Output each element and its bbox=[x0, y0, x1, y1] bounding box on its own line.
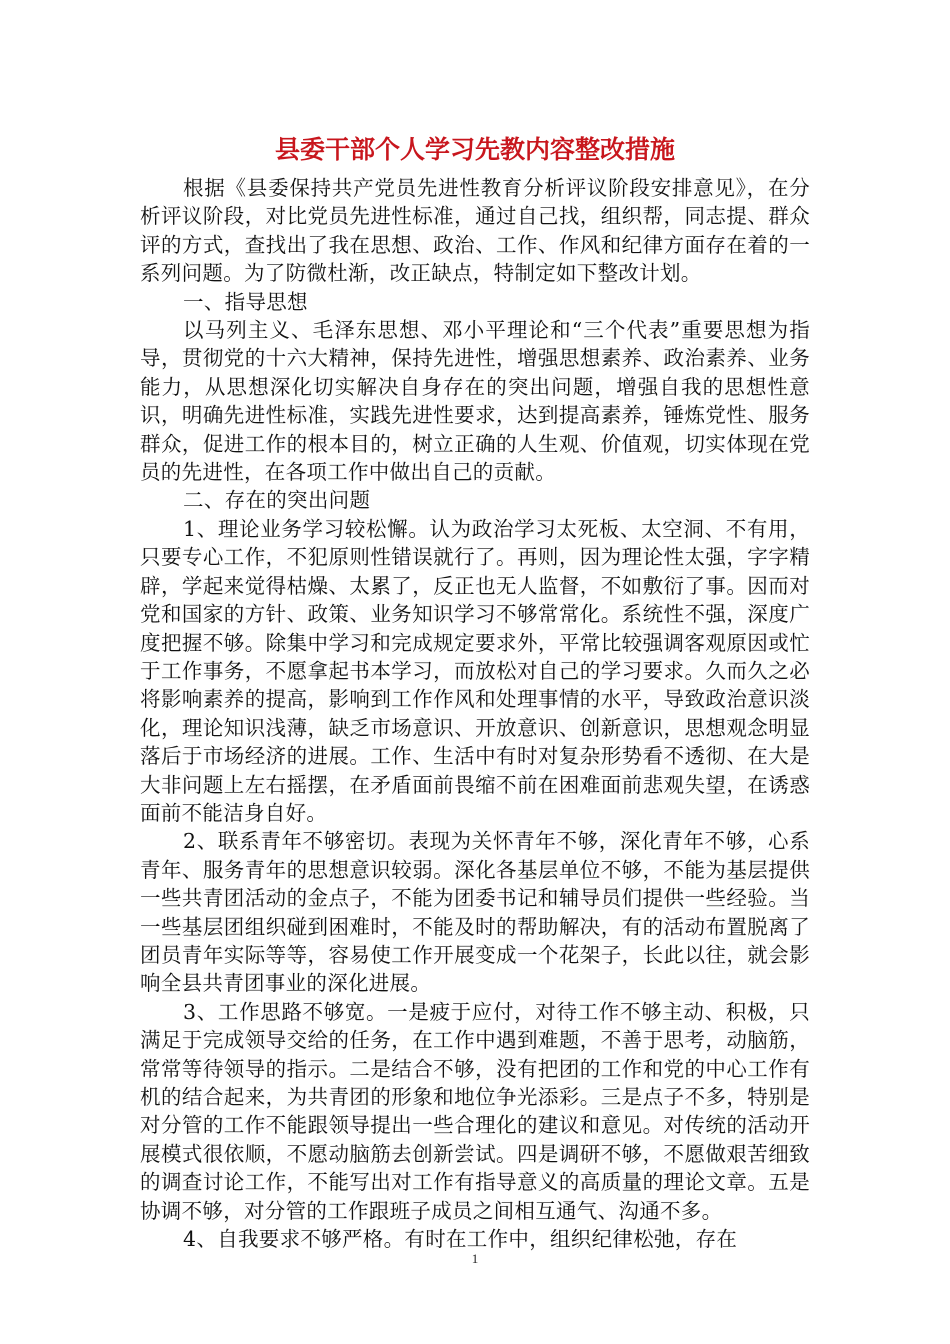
problem-4-paragraph: 4、自我要求不够严格。有时在工作中，组织纪律松弛，存在 bbox=[183, 1227, 738, 1252]
problem-3-paragraph: 3、工作思路不够宽。一是疲于应付，对待工作不够主动、积极，只满足于完成领导交给的任务，在工作中遇到难题，不善于思考，动脑筋，常常等待领导的指示。二是结合不够，没有把团的工作和党的中心工作有机的结合起来，为共青团的形象和地位争光添彩。三是点子不多，特别是对分管的工作不能跟领导提出一些合理化的建议和意见。对传统的活动开展模式很依顺，不愿动脑筋去创新尝试。四是调研不够，不愿做艰苦细致的调查讨论工作，不能写出对工作有指导意义的高质量的理论文章。五是协调不够，对分管的工作跟班子成员之间相互通气、沟通不多。 bbox=[140, 999, 810, 1223]
problem-2-paragraph: 2、联系青年不够密切。表现为关怀青年不够，深化青年不够，心系青年、服务青年的思想意识较弱。深化各基层单位不够，不能为基层提供一些共青团活动的金点子，不能为团委书记和辅导员们提供一些经验。当一些基层团组织碰到困难时，不能及时的帮助解决，有的活动布置脱离了团员青年实际等等，容易使工作开展变成一个花架子，长此以往，就会影响全县共青团事业的深化进展。 bbox=[140, 829, 810, 996]
document-body bbox=[140, 174, 810, 1253]
section-heading-guiding-thought: 一、指导思想 bbox=[183, 289, 308, 314]
section-heading-problems: 二、存在的突出问题 bbox=[183, 488, 371, 513]
document-title: 县委干部个人学习先教内容整改措施 bbox=[274, 135, 675, 164]
problem-1-paragraph: 1、理论业务学习较松懈。认为政治学习太死板、太空洞、不有用，只要专心工作，不犯原则性错误就行了。再则，因为理论性太强，字字精辟，学起来觉得枯燥、太累了，反正也无人监督，不如敷衍了事。因而对党和国家的方针、政策、业务知识学习不够常常化。系统性不强，深度广度把握不够。除集中学习和完成规定要求外，平常比较强调客观原因或忙于工作事务，不愿拿起书本学习，而放松对自己的学习要求。久而久之必将影响素养的提高，影响到工作作风和处理事情的水平，导致政治意识淡化，理论知识浅薄，缺乏市场意识、开放意识、创新意识，思想观念明显落后于市场经济的进展。工作、生活中有时对复杂形势看不透彻、在大是大非问题上左右摇摆，在矛盾面前畏缩不前在困难面前悲观失望，在诱惑面前不能洁身自好。 bbox=[140, 516, 810, 825]
guiding-thought-paragraph: 以马列主义、毛泽东思想、邓小平理论和“三个代表”重要思想为指导，贯彻党的十六大精神，保持先进性，增强思想素养、政治素养、业务能力，从思想深化切实解决自身存在的突出问题，增强自我的思想性意识，明确先进性标准，实践先进性要求，达到提高素养，锤炼党性、服务群众，促进工作的根本目的，树立正确的人生观、价值观，切实体现在党员的先进性，在各项工作中做出自己的贡献。 bbox=[140, 318, 810, 485]
intro-paragraph: 根据《县委保持共产党员先进性教育分析评议阶段安排意见》，在分析评议阶段，对比党员先进性标准，通过自己找，组织帮，同志提、群众评的方式，查找出了我在思想、政治、工作、作风和纪律方面存在着的一系列问题。为了防微杜渐，改正缺点，特制定如下整改计划。 bbox=[140, 176, 810, 286]
page-number: 1 bbox=[471, 1251, 479, 1266]
